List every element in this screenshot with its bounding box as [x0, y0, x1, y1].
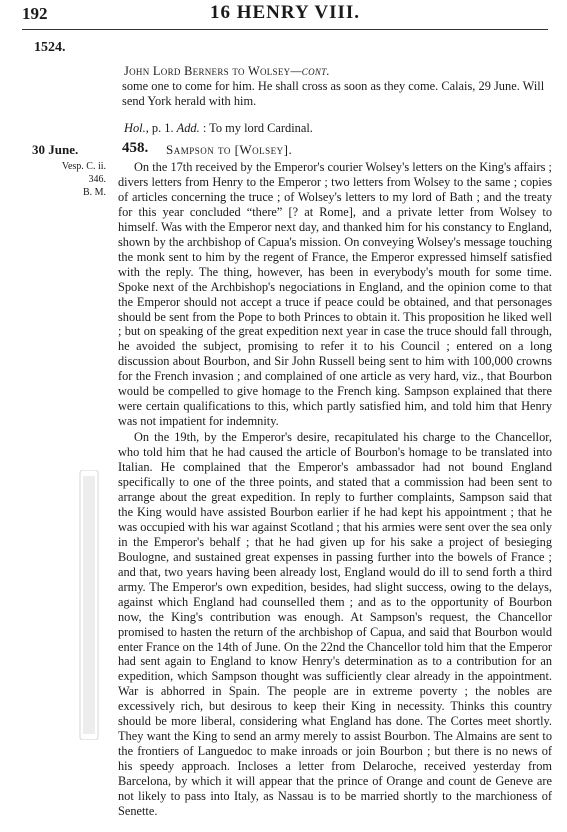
body-paragraph: On the 17th received by the Emperor's courier Wolsey's letters on the King's affairs ; divers letters from Henry to the Emperor ; two letters from Wolsey to the same ; copies of articles concerning the truce ; of Wolsey's letters to my lord of Bath ; and the treaty for this year concluded “there” [? at Rome], and a private letter from Wolsey to himself. Was with the Emperor next day, and thanked him for his constancy to England, shown by the archbishop of Capua's mission. On conveying Wolsey's message touching the monk sent to him by the regent of France, the Emperor expressed himself satisfied with the reply. The thing, however, has been in everybody's mouth for some time. Spoke next of the Archbishop's negociations in England, and the opinion come to that the Emperor should not accept a truce if peace could be obtained, and that personages should be sent from the Pope to both Princes to obtain it. This proposition he liked well ; but on speaking of the great expedition next year in case the truce should fall through, he avoided the subject, promising to refer it to his Council ; entered on a long discussion about Bourbon, and Sir John Russell being sent to him with 100,000 crowns for the French invasion ; and complained of one article as very hard, viz., that Bourbon would be compelled to give homage to the French king. Sampson explained that there were certain qualifications to this, which partly satisfied him, and told him that Henry was not impatient for indemnity.: [118, 160, 552, 429]
entry-title: Sampson to [Wolsey].: [166, 142, 293, 157]
running-title: 16 HENRY VIII.: [209, 2, 361, 23]
continuation-heading: John Lord Berners to Wolsey—cont.: [124, 64, 330, 78]
reference-line: Vesp. C. ii.: [61, 161, 106, 172]
entry-reference: [34, 160, 106, 199]
entry-number: 458.: [122, 140, 149, 156]
page-number: 192: [22, 4, 48, 23]
stamp-shape: [74, 470, 104, 740]
continuation-source-note: Hol., p. 1. Add. : To my lord Cardinal.: [124, 121, 313, 135]
continuation-entry: [122, 64, 554, 136]
continuation-text: some one to come for him. He shall cross as soon as they come. Calais, 29 June. Will send York herald with him.: [122, 79, 545, 108]
reference-line: 346.: [88, 174, 106, 185]
add-label: Add.: [176, 121, 200, 135]
page-header: [22, 2, 548, 28]
margin-year: 1524.: [34, 40, 66, 55]
body-paragraph: On the 19th, by the Emperor's desire, recapitulated his charge to the Chancellor, who told him that he had caused the article of Bourbon's homage to be translated into Italian. He complained that the Emperor's ambassador had not bound England specifically to one of the three points, and stated that a commission had been sent to arrange about the great expedition. In reply to further complaints, Sampson said that the King would have assisted Bourbon earlier if he had kept his appointment ; that he was occupied with his war against Scotland ; that his armies were sent over the sea only in the Emperor's behalf ; that he had given up for his sake a project of besieging Boulogne, and sustained great expenses in passing further into the bowels of France ; and that, two years having been already lost, England would do ill to send forth a third army. The Emperor's own expedition, besides, had slight success, owing to the delays, against which England had counselled them ; and as to the opportunity of Bourbon now, the King's contribution was enough. At Sampson's request, the Chancellor promised to hasten the return of the archbishop of Capua, and said that Bourbon would enter France on the 14th of June. On the 22nd the Chancellor told him that the Emperor had sent again to England to know Henry's determination as to a contribution for an expedition, which Sampson thought was sufficiently clear already in the appointment. War is abhorred in Spain. The people are in extreme poverty ; the nobles are excessively rich, but desirous to keep their King in necessity. Thinks this country should be more liberal, considering what England has done. The Cortes meet shortly. They want the King to send an army merely to assist Bourbon. The Almains are sent to the frontiers of Languedoc to make inroads or join Bourbon ; but there is no news of his speedy approach. Incloses a letter from Delaroche, received yesterday from Barcelona, by which it will appear that the prince of Orange and count de Geneve are not likely to pass into Italy, as Nassau is to be married shortly to the marchioness of Senette.: [118, 430, 552, 818]
header-rule: [22, 29, 548, 30]
entry-date: 30 June.: [32, 142, 79, 157]
entry-body: [118, 160, 552, 819]
library-stamp-watermark: [74, 470, 104, 740]
cont-marker: —cont.: [290, 64, 330, 78]
hol-label: Hol.: [124, 121, 146, 135]
reference-line: B. M.: [82, 187, 106, 198]
